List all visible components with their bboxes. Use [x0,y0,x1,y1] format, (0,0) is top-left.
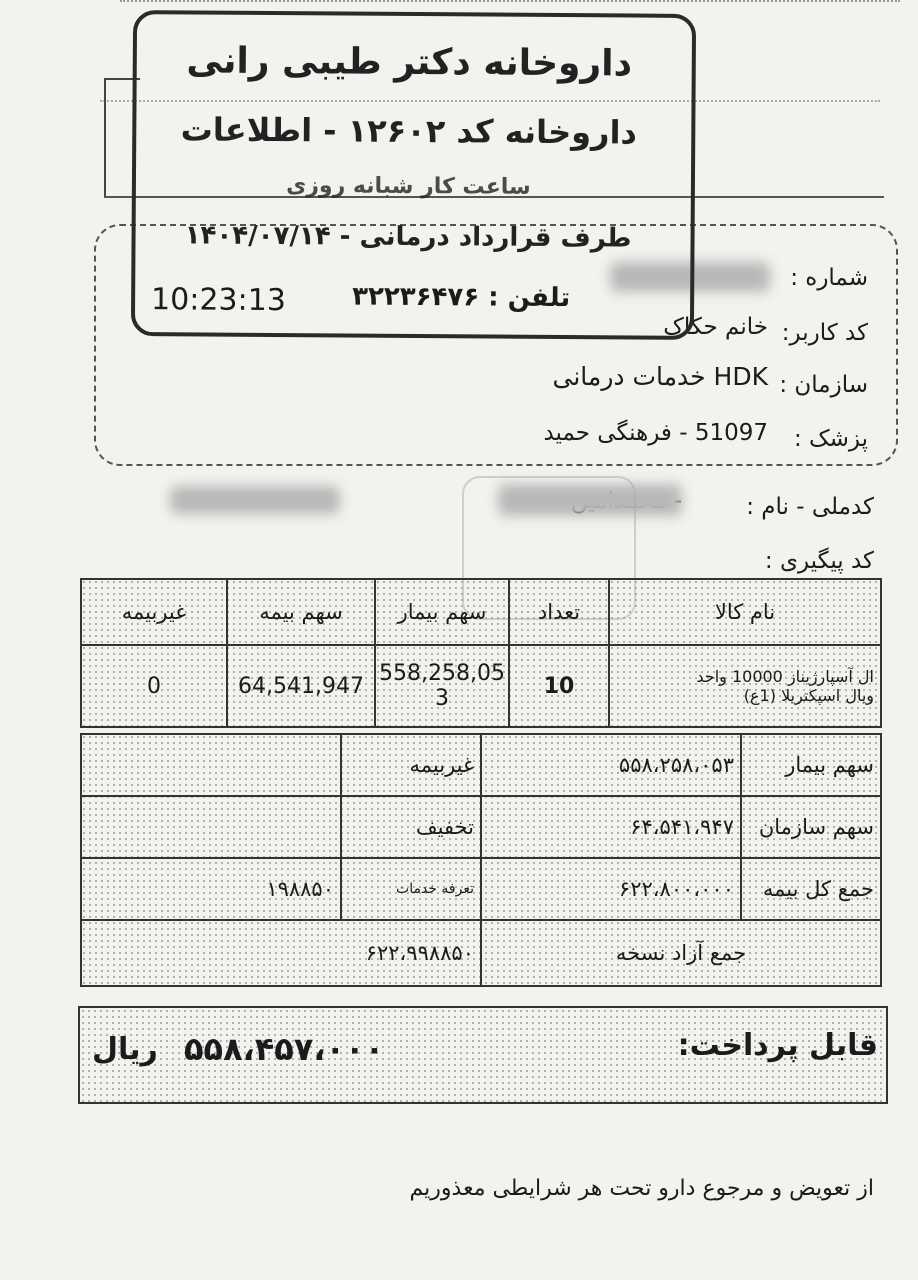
doctor-label: پزشک : [793,426,868,452]
user-value: خانم حکاک [663,314,768,340]
payable-value: ۵۵۸،۴۵۷،۰۰۰ [184,1030,385,1068]
stamp-time: 10:23:13 [151,282,286,319]
totals-table [80,733,882,987]
payable-currency: ریال [92,1032,158,1067]
item-name-line1: ال آسپارژیناز 10000 واحد [696,667,874,686]
totals-empty-cell [81,796,341,858]
item-name-cell [609,645,881,727]
stamp-pharmacy-name: داروخانه دکتر طیبی رانی [186,40,633,85]
patient-share-value: ۵۵۸،۲۵۸،۰۵۳ [481,734,741,796]
stamp-pharmacy-code: داروخانه کد ۱۲۶۰۲ - اطلاعات [180,110,638,152]
insurance-total-label: جمع کل بیمه [741,858,881,920]
org-share-label: سهم سازمان [741,796,881,858]
org-label: سازمان : [779,372,868,398]
free-total-value: ۶۲۲،۹۹۸۸۵۰ [81,920,481,986]
doctor-value: 51097 - فرهنگی حمید [543,420,768,446]
col-header-non-insurance: غیربیمه [81,579,227,645]
stamp-phone: تلفن : ۳۲۲۳۶۴۷۶ [352,281,571,314]
org-share-value: ۶۴،۵۴۱،۹۴۷ [481,796,741,858]
items-header-row [81,579,881,645]
item-qty: 10 [509,645,609,727]
col-header-insurance-share: سهم بیمه [227,579,375,645]
free-total-label: جمع آزاد نسخه [481,920,881,986]
patient-surname-redacted [170,486,340,514]
payable-label: قابل پرداخت: [677,1028,878,1063]
item-name-line2: ویال اسپکتریلا (1ع) [743,686,874,705]
item-patient-share: 558,258,053 [375,645,509,727]
table-row [81,645,881,727]
item-insurance-share: 64,541,947 [227,645,375,727]
service-fee-value: ۱۹۸۸۵۰ [81,858,341,920]
id-name-label: کدملی - نام : [746,494,874,520]
item-non-insurance: 0 [81,645,227,727]
footer-note: از تعویض و مرجوع دارو تحت هر شرایطی معذوریم [409,1176,874,1201]
col-header-name: نام کالا [609,579,881,645]
left-bracket-line [104,78,106,196]
non-insurance-label: غیربیمه [341,734,481,796]
totals-row-1 [81,734,881,796]
col-header-patient-share: سهم بیمار [375,579,509,645]
discount-label: تخفیف [341,796,481,858]
totals-row-3 [81,858,881,920]
org-value: HDK خدمات درمانی [552,362,768,391]
payable-box [78,1006,888,1104]
stamp-date-contract: ۱۴۰۴/۰۷/۱۴ - طرف قرارداد درمانی [184,220,632,254]
totals-empty-cell [81,734,341,796]
items-table [80,578,882,728]
user-label: کد کاربر: [781,320,868,346]
stamp-hours: ساعت کار شبانه روزی [286,173,531,200]
service-fee-label: تعرفه خدمات [341,858,481,920]
tracking-label: کد پیگیری : [764,548,874,574]
totals-row-2 [81,796,881,858]
patient-share-label: سهم بیمار [741,734,881,796]
col-header-qty: تعداد [509,579,609,645]
insurance-total-value: ۶۲۲،۸۰۰،۰۰۰ [481,858,741,920]
pharmacy-stamp [131,10,696,340]
number-label: شماره : [790,265,868,291]
totals-row-4 [81,920,881,986]
